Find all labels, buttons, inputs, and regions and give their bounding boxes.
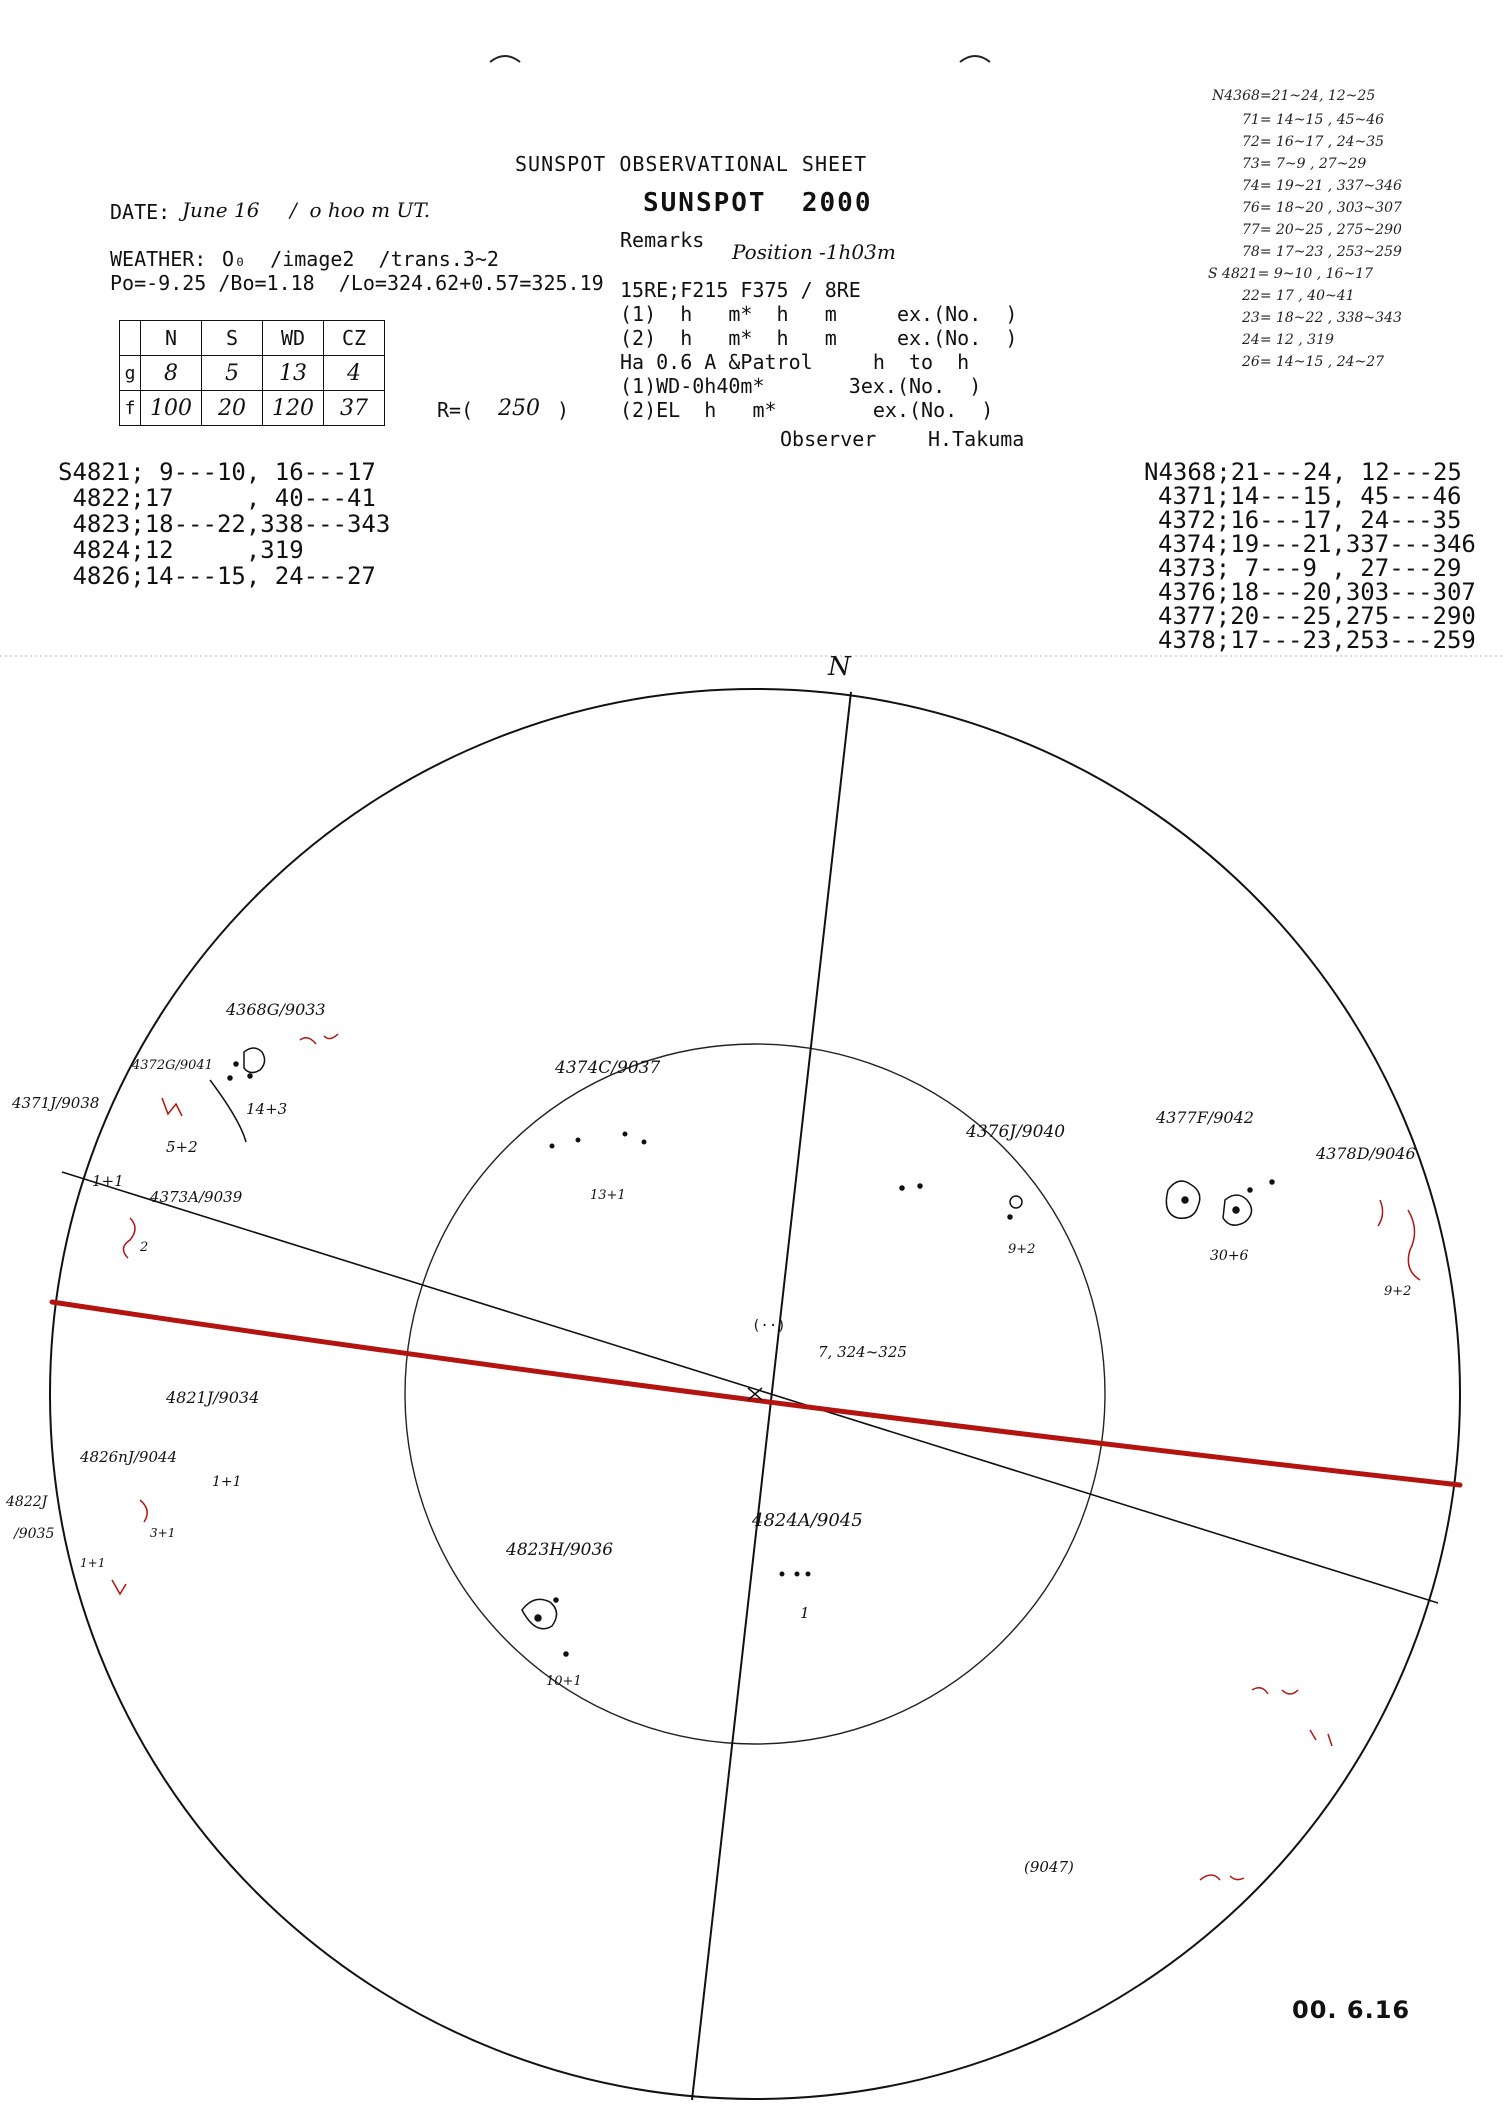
east-west-line xyxy=(62,1172,1438,1603)
region-label: 4821J/9034 xyxy=(166,1388,260,1407)
center-mark: (··) xyxy=(752,1318,786,1334)
region-label: 4822J xyxy=(6,1494,48,1510)
north-region-line: N4368;21---24, 12---25 xyxy=(1144,458,1462,486)
spot-group-4823 xyxy=(522,1598,568,1656)
region-label: 1 xyxy=(800,1604,810,1622)
north-region-line: 4377;20---25,275---290 xyxy=(1158,602,1476,630)
region-label: 5+2 xyxy=(166,1138,198,1156)
header-s: S xyxy=(202,321,263,356)
r-close: ) xyxy=(557,398,570,422)
handnote: S 4821= 9~10 , 16~17 xyxy=(1208,266,1374,282)
region-label: 4826nJ/9044 xyxy=(80,1448,178,1466)
region-label: 10+1 xyxy=(546,1674,582,1689)
region-label: 4823H/9036 xyxy=(506,1540,614,1560)
region-label: 9+2 xyxy=(1384,1284,1412,1299)
north-label: N xyxy=(828,652,851,682)
handnote: 26= 14~15 , 24~27 xyxy=(1242,354,1385,370)
region-label: 4824A/9045 xyxy=(752,1510,863,1531)
handnote: 73= 7~9 , 27~29 xyxy=(1242,156,1367,172)
orientation-line: Po=-9.25 /Bo=1.18 /Lo=324.62+0.57=325.19 xyxy=(110,271,604,295)
filters-line: 15RE;F215 F375 / 8RE xyxy=(620,278,861,302)
exposure-line-1: (1) h m* h m ex.(No. ) xyxy=(620,302,1018,326)
observer-label: Observer xyxy=(780,427,877,451)
region-label: 30+6 xyxy=(1210,1248,1249,1264)
region-label: 4374C/9037 xyxy=(555,1058,661,1078)
region-label: 4378D/9046 xyxy=(1316,1144,1416,1163)
region-label: 13+1 xyxy=(590,1188,626,1203)
south-region-line: 4823;18---22,338---343 xyxy=(58,510,391,538)
f-wd: 120 xyxy=(263,391,324,426)
g-wd: 13 xyxy=(263,356,324,391)
time-value: / o hoo m UT. xyxy=(290,198,431,222)
south-region-line: 4826;14---15, 24---27 xyxy=(58,562,376,590)
g-n: 8 xyxy=(141,356,202,391)
spot-group-4374 xyxy=(550,1132,646,1148)
spot-group-4377 xyxy=(1166,1180,1274,1225)
exposure-line-2: (2) h m* h m ex.(No. ) xyxy=(620,326,1018,350)
north-region-line: 4376;18---20,303---307 xyxy=(1158,578,1476,606)
region-label: 1+1 xyxy=(212,1474,242,1490)
region-label: 1+1 xyxy=(92,1172,124,1190)
handnote: 77= 20~25 , 275~290 xyxy=(1242,222,1402,238)
north-region-line: 4373; 7---9 , 27---29 xyxy=(1158,554,1462,582)
program-title: SUNSPOT 2000 xyxy=(643,188,873,218)
handnote: 76= 18~20 , 303~307 xyxy=(1242,200,1402,216)
south-region-line: 4824;12 ,319 xyxy=(58,536,304,564)
handnote: 22= 17 , 40~41 xyxy=(1242,288,1355,304)
header-wd: WD xyxy=(263,321,324,356)
region-label: 4376J/9040 xyxy=(966,1122,1066,1142)
handnote: 71= 14~15 , 45~46 xyxy=(1242,112,1385,128)
sheet-title: SUNSPOT OBSERVATIONAL SHEET xyxy=(515,152,868,176)
region-label: 4373A/9039 xyxy=(150,1188,243,1206)
south-region-line: S4821; 9---10, 16---17 xyxy=(58,458,376,486)
wd-line: (1)WD-0h40m* 3ex.(No. ) xyxy=(620,374,982,398)
region-label: 4372G/9041 xyxy=(132,1058,213,1073)
region-label: /9035 xyxy=(14,1526,55,1542)
region-label: 3+1 xyxy=(150,1526,176,1540)
region-label: 4368G/9033 xyxy=(226,1000,326,1019)
r-value: 250 xyxy=(498,396,540,421)
halpha-line: Ha 0.6 A &Patrol h to h xyxy=(620,350,970,374)
handnote: 72= 16~17 , 24~35 xyxy=(1242,134,1385,150)
observer-name: H.Takuma xyxy=(928,427,1025,451)
header-cz: CZ xyxy=(324,321,385,356)
north-region-line: 4372;16---17, 24---35 xyxy=(1158,506,1462,534)
region-label: 4377F/9042 xyxy=(1156,1108,1254,1127)
punch-mark xyxy=(960,56,990,62)
handnote: 23= 18~22 , 338~343 xyxy=(1242,310,1402,326)
remarks-value: Position -1h03m xyxy=(732,240,896,264)
weather-label: WEATHER: xyxy=(110,247,207,271)
handnote: N4368=21~24, 12~25 xyxy=(1212,88,1376,104)
weather-value: O₀ /image2 /trans.3~2 xyxy=(222,247,499,271)
r-label: R=( xyxy=(437,398,474,422)
date-stamp: 00. 6.16 xyxy=(1292,1996,1411,2024)
punch-mark xyxy=(490,56,520,62)
row-label-g: g xyxy=(120,356,141,391)
spot-group-4824 xyxy=(780,1572,810,1576)
north-region-line: 4371;14---15, 45---46 xyxy=(1158,482,1462,510)
center-longitude-label: 7, 324~325 xyxy=(818,1343,907,1361)
g-cz: 4 xyxy=(324,356,385,391)
region-label: (9047) xyxy=(1024,1858,1074,1876)
north-region-line: 4378;17---23,253---259 xyxy=(1158,626,1476,654)
region-label: 9+2 xyxy=(1008,1242,1036,1257)
region-label: 1+1 xyxy=(80,1556,106,1570)
spot-group-4376 xyxy=(900,1184,1022,1219)
f-s: 20 xyxy=(202,391,263,426)
f-n: 100 xyxy=(141,391,202,426)
south-region-line: 4822;17 , 40---41 xyxy=(58,484,376,512)
g-s: 5 xyxy=(202,356,263,391)
handnote: 24= 12 , 319 xyxy=(1242,332,1334,348)
date-value: June 16 xyxy=(182,198,260,222)
handnote: 78= 17~23 , 253~259 xyxy=(1242,244,1402,260)
f-cz: 37 xyxy=(324,391,385,426)
row-label-f: f xyxy=(120,391,141,426)
north-region-line: 4374;19---21,337---346 xyxy=(1158,530,1476,558)
region-label: 2 xyxy=(140,1240,149,1255)
header-n: N xyxy=(141,321,202,356)
handnote: 74= 19~21 , 337~346 xyxy=(1242,178,1402,194)
remarks-label: Remarks xyxy=(620,228,705,252)
el-line: (2)EL h m* ex.(No. ) xyxy=(620,398,994,422)
spot-group-4368 xyxy=(210,1048,265,1142)
date-label: DATE: xyxy=(110,200,171,224)
region-label: 14+3 xyxy=(246,1100,288,1118)
region-label: 4371J/9038 xyxy=(12,1094,100,1112)
